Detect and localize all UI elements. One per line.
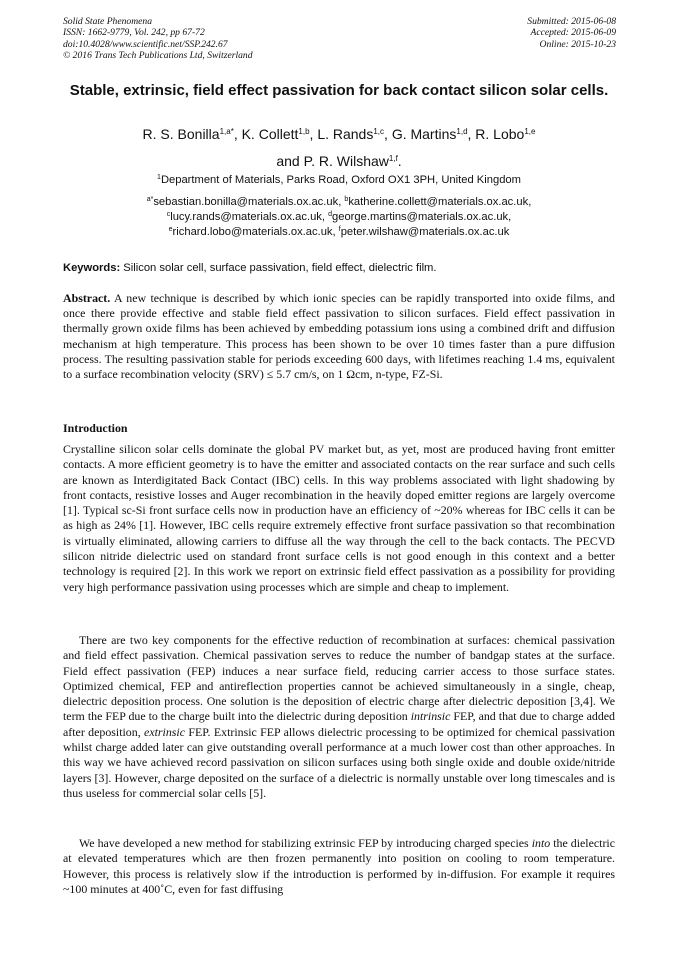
abstract-label: Abstract.	[63, 291, 111, 305]
intro-paragraph-1: Crystalline silicon solar cells dominate the global PV market but, as yet, most are produced having front emitter contacts. A more efficient geometry is to have the emitter and associated contacts on the rear surface and such cells are known as Interdigitated Back Contact (IBC) cells. In this way problems associated with light shadowing by front contacts, resistive losses and Auger recombination in the heavily doped emitter regions are largely overcome [1]. Typical sc-Si front surface cells now in production have an efficiency of ~20% whereas for IBC cells it can be as high as 24% [1]. However, IBC cells require extremely effective front surface passivation so that recombination is virtually eliminated, allowing carriers to diffuse all the way through the cell to the back contacts. The PECVD silicon nitride dielectric used on standard front surface cells is not good enough in this context and a better technology is required [2]. In this work we report on extrinsic field effect passivation as a possibility for providing very high performance passivation using processes which are simple and cheap to implement.	[63, 442, 615, 594]
keywords-text: Silicon solar cell, surface passivation, field effect, dielectric film.	[120, 262, 437, 274]
email: $^{a*}$sebastian.bonilla@materials.ox.ac.uk	[146, 196, 339, 208]
intro-paragraph-3: We have developed a new method for stabilizing extrinsic FEP by introducing charged species into the dielectric at elevated temperatures which are then frozen permanently into position on cooling to room temperature. However, this process is relatively slow if the introduction is performed by in-diffusion. For example it requires ~100 minutes at 400˚C, even for fast diffusing	[63, 836, 615, 896]
paper-title: Stable, extrinsic, field effect passivation for back contact silicon solar cells.	[69, 82, 609, 99]
keywords-label: Keywords:	[63, 262, 121, 274]
email: $^d$george.martins@materials.ox.ac.uk	[328, 210, 509, 223]
journal-name: Solid State Phenomena	[63, 16, 152, 27]
keywords	[63, 261, 615, 275]
intro-paragraph-2: There are two key components for the effective reduction of recombination at surfaces: chemical passivation and field effect passivation. Chemical passivation serves to reduce the number of bandgap states at the surface. Field effect passivation (FEP) induces a near surface field, reducing carrier access to those surface states. Optimized chemical, FEP and antireflection properties cannot be achieved simultaneously in a single, cheap, dielectric deposition process. One solution is the deposition of electric charge after dielectric deposition [3,4]. We term the FEP due to the charge built into the dielectric during deposition intrinsic FEP, and that due to charge added after deposition, extrinsic FEP. Extrinsic FEP allows dielectric processing to be optimized for chemical passivation whilst charge added later can give outstanding overall performance at a much lower cost than other approaches. In this way we have achieved record passivation on silicon surfaces using both single oxide and double oxide/nitride layers [3]. However, charge deposited on the surface of a dielectric is normally unstable over long timescales and is thus useless for commercial solar cells [5].	[63, 633, 615, 800]
author-list: R. S. Bonilla$^{1,a*}$, K. Collett$^{1,b}$, L. Rands$^{1,c}$, G. Martins$^{1,d}$, R. Lobo$^{1,e}$ and P. R. Wilshaw$^{1,f}$.	[142, 126, 536, 169]
author: K. Collett$^{1,b}$	[241, 126, 310, 142]
submission-dates	[527, 16, 616, 50]
affiliation: $^1$Department of Materials, Parks Road, Oxford OX1 3PH, United Kingdom	[157, 174, 521, 186]
abstract	[63, 291, 615, 382]
issn: ISSN: 1662-9779, Vol. 242, pp 67-72	[63, 27, 205, 39]
journal-info	[63, 16, 253, 61]
section-heading-introduction: Introduction	[63, 421, 128, 435]
copyright: © 2016 Trans Tech Publications Ltd, Switzerland	[63, 49, 253, 61]
email: $^f$peter.wilshaw@materials.ox.ac.uk	[338, 225, 510, 238]
doi: doi:10.4028/www.scientific.net/SSP.242.67	[63, 38, 228, 50]
email: $^b$katherine.collett@materials.ox.ac.uk	[344, 196, 529, 208]
author: L. Rands$^{1,c}$	[317, 126, 385, 142]
author: G. Martins$^{1,d}$	[391, 126, 468, 142]
accepted-date: Accepted: 2015-06-09	[530, 27, 616, 39]
author-emails: $^{a*}$sebastian.bonilla@materials.ox.ac.uk, $^b$katherine.collett@materials.ox.ac.uk, $^c$lucy.rands@materials.ox.ac.uk, $^d$george.martins@materials.ox.ac.uk, $^e$richard.lobo@materials.ox.ac.uk, $^f$peter.wilshaw@materials.ox.ac.uk	[146, 196, 532, 238]
email: $^c$lucy.rands@materials.ox.ac.uk	[166, 210, 322, 223]
online-date: Online: 2015-10-23	[539, 38, 616, 50]
author: R. S. Bonilla$^{1,a*}$	[142, 126, 234, 142]
abstract-text: A new technique is described by which ionic species can be rapidly transported into oxide films, and once there provide effective and stable field effect passivation to silicon surfaces. Field effect passivation in thermally grown oxide films has been achieved by embedding potassium ions using a combined drift and diffusion mechanism at high temperature. This process has been shown to be over 10 times faster than a pure diffusion process. The resulting passivation stable for periods exceeding 600 days, with lifetimes reaching 1.4 ms, equivalent to a surface recombination velocity (SRV) ≤ 5.7 cm/s, on 1 Ωcm, n-type, FZ-Si.	[63, 291, 615, 382]
author: P. R. Wilshaw$^{1,f}$	[303, 153, 398, 169]
email: $^e$richard.lobo@materials.ox.ac.uk	[168, 225, 333, 238]
author: R. Lobo$^{1,e}$	[475, 126, 536, 142]
submitted-date: Submitted: 2015-06-08	[527, 16, 616, 27]
